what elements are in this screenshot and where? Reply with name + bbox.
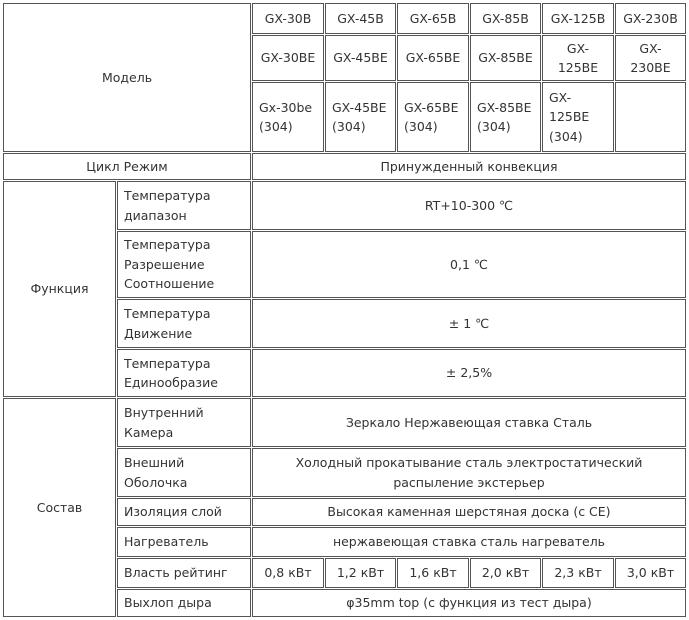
model-cell: GX-65B <box>397 3 469 34</box>
power-rating-value: 2,0 кВт <box>470 558 541 588</box>
power-rating-value: 1,2 кВт <box>325 558 396 588</box>
composition-row-value: Зеркало Нержавеющая ставка Сталь <box>252 398 686 447</box>
model-cell: GX-65BE (304) <box>397 82 469 152</box>
function-row-label: Температура Движение <box>117 299 251 348</box>
function-row-value: ± 2,5% <box>252 349 686 397</box>
power-rating-value: 1,6 кВт <box>397 558 469 588</box>
composition-row-label: Внешний Оболочка <box>117 448 251 497</box>
model-cell: GX-45BE <box>325 35 396 81</box>
exhaust-label: Выхлоп дыра <box>117 589 251 617</box>
function-row-value: ± 1 ℃ <box>252 299 686 348</box>
model-cell: GX-45BE (304) <box>325 82 396 152</box>
composition-row-label: Нагреватель <box>117 527 251 557</box>
model-cell: GX-30B <box>252 3 324 34</box>
model-cell <box>615 82 686 152</box>
function-row-label: Температура Разрешение Соотношение <box>117 231 251 298</box>
model-cell: GX-85BE <box>470 35 541 81</box>
model-cell: GX- 125BE <box>542 35 614 81</box>
function-row-label: Температура диапазон <box>117 181 251 230</box>
model-cell: GX-85B <box>470 3 541 34</box>
power-rating-value: 3,0 кВт <box>615 558 686 588</box>
cycle-value: Принужденный конвекция <box>252 153 686 180</box>
function-row-value: 0,1 ℃ <box>252 231 686 298</box>
model-cell: GX-125B <box>542 3 614 34</box>
composition-row-value: нержавеющая ставка сталь нагреватель <box>252 527 686 557</box>
model-cell: GX- 230BE <box>615 35 686 81</box>
model-cell: GX-30BE <box>252 35 324 81</box>
exhaust-value: φ35mm top (с функция из тест дыра) <box>252 589 686 617</box>
model-cell: GX-85BE (304) <box>470 82 541 152</box>
model-cell: GX-230B <box>615 3 686 34</box>
composition-row-label: Внутренний Камера <box>117 398 251 447</box>
composition-row-label: Изоляция слой <box>117 498 251 526</box>
model-cell: GX-65BE <box>397 35 469 81</box>
composition-row-value: Высокая каменная шерстяная доска (с CE) <box>252 498 686 526</box>
power-rating-label: Власть рейтинг <box>117 558 251 588</box>
function-label: Функция <box>3 181 116 397</box>
function-row-value: RT+10-300 ℃ <box>252 181 686 230</box>
model-header-label: Модель <box>3 3 251 152</box>
cycle-label: Цикл Режим <box>3 153 251 180</box>
model-cell: Gx-30be (304) <box>252 82 324 152</box>
composition-label: Состав <box>3 398 116 617</box>
power-rating-value: 2,3 кВт <box>542 558 614 588</box>
function-row-label: Температура Единообразие <box>117 349 251 397</box>
model-cell: GX-45B <box>325 3 396 34</box>
power-rating-value: 0,8 кВт <box>252 558 324 588</box>
composition-row-value: Холодный прокатывание сталь электростатический распыление экстерьер <box>252 448 686 497</box>
model-cell: GX- 125BE (304) <box>542 82 614 152</box>
